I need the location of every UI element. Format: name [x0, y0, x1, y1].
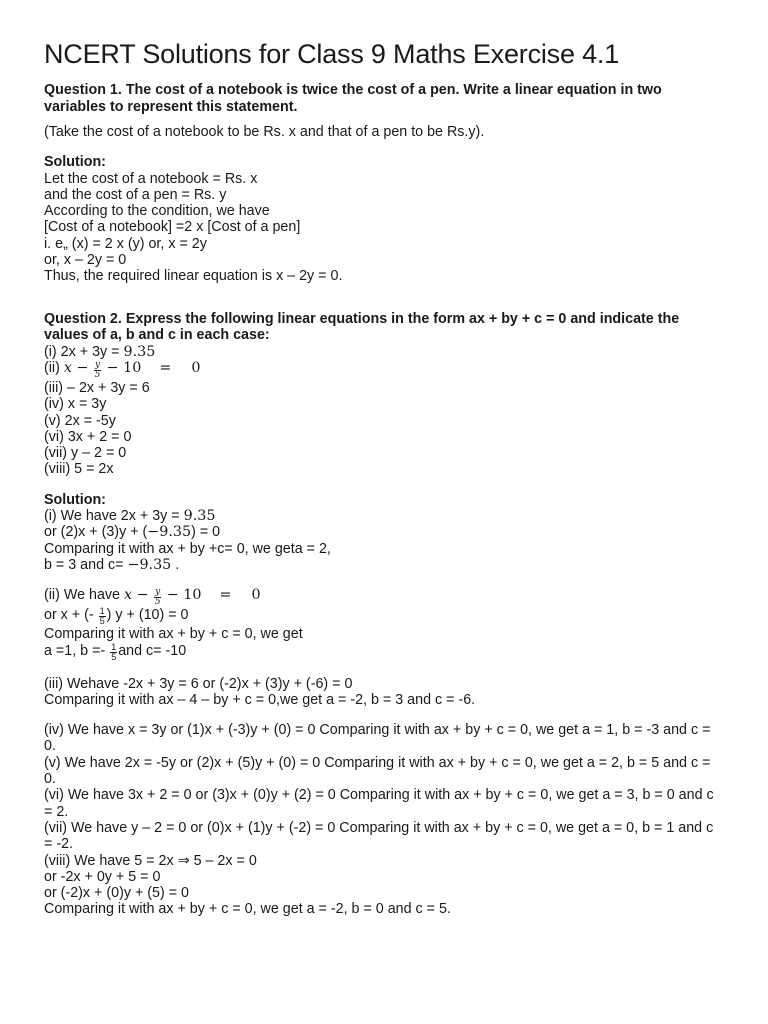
- page-title: NCERT Solutions for Class 9 Maths Exercise 4.1: [44, 39, 620, 69]
- equation-item-vi: (vi) 3x + 2 = 0: [44, 428, 132, 445]
- question-2-text: Question 2. Express the following linear equations in the form ax + by + c = 0 and indicate the values of a, b and c in each case:: [44, 310, 680, 344]
- solution-2-iii-line: Comparing it with ax – 4 – by + c = 0,we get a = -2, b = 3 and c = -6.: [44, 691, 476, 708]
- solution-2-iv: (iv) We have x = 3y or (1)x + (-3)y + (0) = 0 Comparing it with ax + by + c = 0, we get a = 1, b = -3 and c = 0.: [44, 722, 711, 755]
- solution-1-line: [Cost of a notebook] =2 x [Cost of a pen]: [44, 219, 301, 236]
- solution-2-viii-line: or -2x + 0y + 5 = 0: [44, 868, 161, 885]
- solution-2-ii-line: a =1, b =- $\frac{1}{5}$ and c= -10: [44, 641, 187, 662]
- question-1-text: Question 1. The cost of a notebook is twice the cost of a pen. Write a linear equation in two variables to represent this statement.: [44, 82, 662, 115]
- solution-2-i-line: b = 3 and c= −9.35 .: [44, 556, 180, 573]
- question-2: [44, 311, 724, 918]
- solution-1-line: and the cost of a pen = Rs. y: [44, 186, 227, 203]
- solution-2-viii-line: (viii) We have 5 = 2x ⇒ 5 – 2x = 0: [44, 852, 257, 869]
- equation-item-v: (v) 2x = -5y: [44, 412, 116, 429]
- equation-item-iii: (iii) – 2x + 3y = 6: [44, 379, 150, 396]
- solution-2-v: (v) We have 2x = -5y or (2)x + (5)y + (0) = 0 Comparing it with ax + by + c = 0, we get a = 2, b = 5 and c = 0.: [44, 754, 711, 788]
- solution-2-i-line: or (2)x + (3)y + (−9.35) = 0: [44, 524, 221, 541]
- equation-item-viii: (viii) 5 = 2x: [44, 461, 114, 478]
- solution-2-ii-line: Comparing it with ax + by + c = 0, we get: [44, 626, 303, 643]
- question-1-note: (Take the cost of a notebook to be Rs. x and that of a pen to be Rs.y).: [44, 124, 485, 140]
- equation-item-ii: (ii) x − $\frac{y}{5}$ − 10 = 0: [44, 359, 201, 380]
- equation-item-i: (i) 2x + 3y = 9.35: [44, 343, 156, 360]
- solution-2-viii-line: or (-2)x + (0)y + (5) = 0: [44, 885, 189, 902]
- equation-item-iv: (iv) x = 3y: [44, 396, 107, 413]
- solution-2-i-line: Comparing it with ax + by +c= 0, we geta = 2,: [44, 540, 331, 557]
- solution-1-line: or, x – 2y = 0: [44, 252, 127, 269]
- solution-2-vii: (vii) We have y – 2 = 0 or (0)x + (1)y + (-2) = 0 Comparing it with ax + by + c = 0, we get a = 0, b = 1 and c = -2.: [44, 819, 714, 853]
- solution-1-line: Let the cost of a notebook = Rs. x: [44, 170, 258, 187]
- solution-2-iii-line: (iii) Wehave -2x + 3y = 6 or (-2)x + (3)y + (-6) = 0: [44, 675, 353, 692]
- solution-2-ii-line: or x + (- $\frac{1}{5}$ ) y + (10) = 0: [44, 606, 189, 627]
- solution-1-line: Thus, the required linear equation is x – 2y = 0.: [44, 268, 343, 285]
- solution-2-label: Solution:: [44, 491, 106, 508]
- solution-1-line: i. e„ (x) = 2 x (y) or, x = 2y: [44, 235, 207, 252]
- solution-2-i-line: (i) We have 2x + 3y = 9.35: [44, 508, 216, 525]
- question-1: [44, 82, 724, 285]
- equation-item-vii: (vii) y – 2 = 0: [44, 445, 127, 462]
- solution-2-ii-line: (ii) We have x − $\frac{y}{5}$ − 10 = 0: [44, 587, 261, 608]
- solution-2-viii-line: Comparing it with ax + by + c = 0, we get a = -2, b = 0 and c = 5.: [44, 901, 451, 918]
- solution-1-label: Solution:: [44, 154, 106, 171]
- solution-2-vi: (vi) We have 3x + 2 = 0 or (3)x + (0)y + (2) = 0 Comparing it with ax + by + c = 0, we get a = 3, b = 0 and c = 2.: [44, 787, 714, 820]
- solution-1-line: According to the condition, we have: [44, 203, 270, 220]
